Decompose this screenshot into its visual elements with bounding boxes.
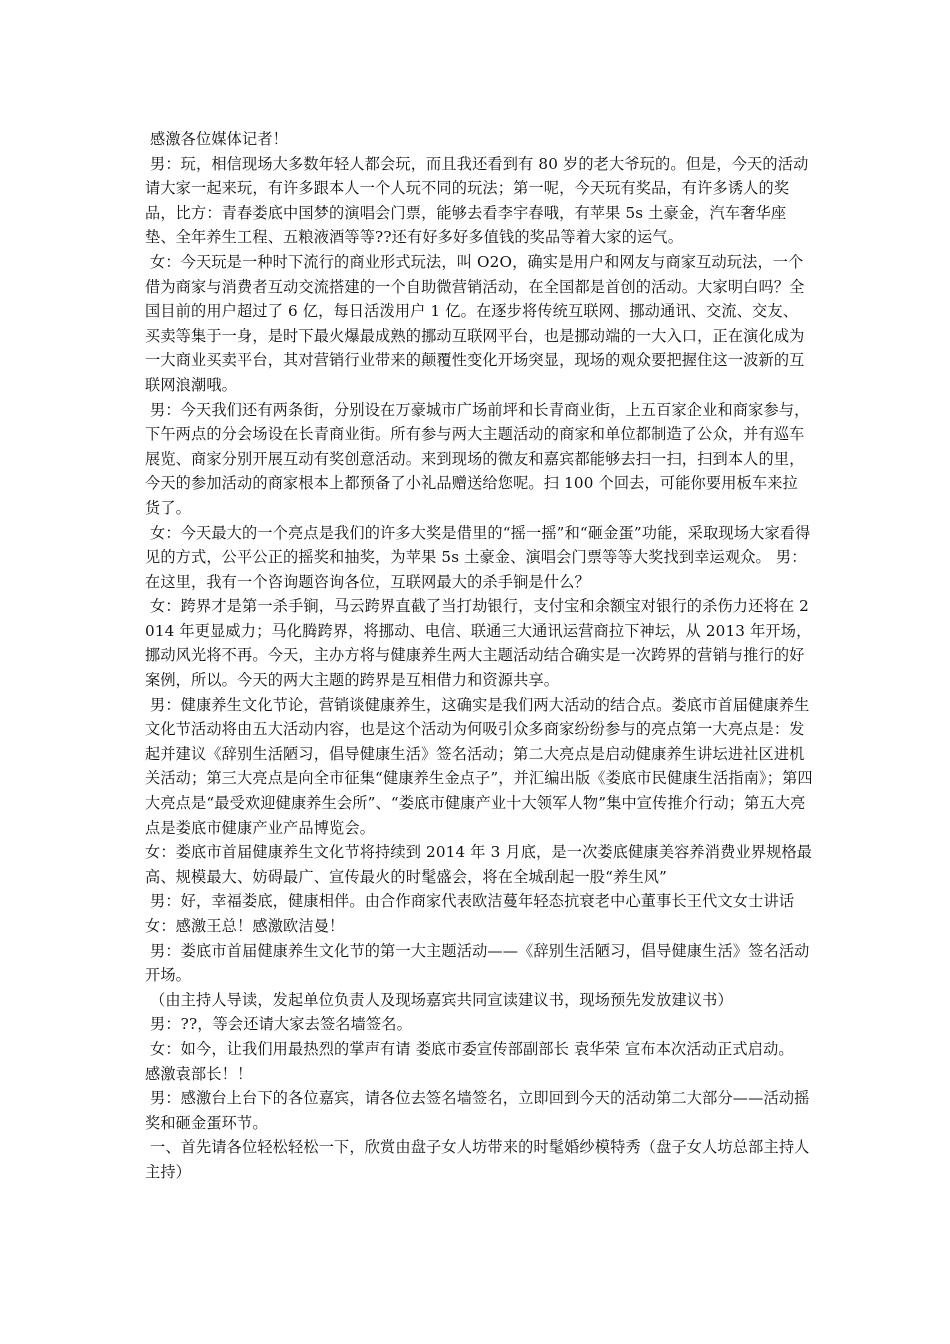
paragraph-female-festival-duration: 女：娄底市首届健康养生文化节将持续到 2014 年 3 月底，是一次娄底健康美容养消费业界规格最高、规模最大、妨碍最广、宣传最火的时髦盛会，将在全城刮起一股“养生风” (145, 843, 813, 886)
paragraph-male-speech: 男：好，幸福娄底，健康相伴。由合作商家代表欧洁蔓年轻态抗衰老中心董事长王代文女士讲话 女：感激王总！感激欧洁曼！ (145, 892, 805, 935)
paragraph-fashion-show: 一、首先请各位轻松轻松一下，欣赏由盘子女人坊带来的时髦婚纱模特秀（盘子女人坊总部主持人主持） (145, 1138, 810, 1181)
paragraph-male-health-festival: 男：健康养生文化节论，营销谈健康养生，这确实是我们两大活动的结合点。娄底市首届健康养生文化节活动将由五大活动内容，也是这个活动为何吸引众多商家纷纷参与的亮点第一大亮点是：发起并建议《辞别生活陋习，倡导健康生活》签名活动；第二大亮点是启动健康养生讲坛进社区进机关活动；第三大亮点是向全市征集“健康养生金点子”，并汇编出版《娄底市民健康生活指南》；第四大亮点是“最受欢迎健康养生会所”、“娄底市健康产业十大领军人物”集中宣传推介行动；第五大亮点是娄底市健康产业产品博览会。 (145, 695, 813, 837)
paragraph-male-play: 男：玩，相信现场大多数年轻人都会玩，而且我还看到有 80 岁的老大爷玩的。但是，今天的活动请大家一起来玩，有许多跟本人一个人玩不同的玩法；第一呢，今天玩有奖品，有许多诱人的奖品，比方：青春娄底中国梦的演唱会门票，能够去看李宇春哦，有苹果 5s 土豪金，汽车奢华座垫、全年养生工程、五粮液酒等等??还有好多好多值钱的奖品等着大家的运气。 (145, 154, 809, 247)
paragraph-stage-direction: （由主持人导读，发起单位负责人及现场嘉宾共同宣读建议书，现场预先发放建议书） (145, 990, 733, 1009)
paragraph-male-signing-wall: 男：??，等会还请大家去签名墙签名。 (145, 1015, 412, 1034)
paragraph-male-signing-start: 男：娄底市首届健康养生文化节的第一大主题活动——《辞别生活陋习，倡导健康生活》签名活动开场。 (145, 941, 810, 985)
paragraph-female-highlight: 女：今天最大的一个亮点是我们的许多大奖是借里的“摇一摇”和“砸金蛋”功能，采取现场大家看得见的方式，公平公正的摇奖和抽奖，为苹果 5s 土豪金、演唱会门票等等大奖找到幸运观众。 男：在这里，我有一个咨询题咨询各位，互联网最大的杀手锏是什么？ (145, 523, 811, 591)
paragraph-male-two-streets: 男：今天我们还有两条街，分别设在万豪城市广场前坪和长青商业街，上五百家企业和商家参与，下午两点的分会场设在长青商业街。所有参与两大主题活动的商家和单位都制造了公众，并有巡车展览、商家分别开展互动有奖创意活动。来到现场的微友和嘉宾都能够去扫一扫，扫到本人的里，今天的参加活动的商家根本上都预备了小礼品赠送给您呢。扫 100 个回去，可能你要用板车来拉货了。 (145, 400, 810, 517)
paragraph-male-lottery: 男：感激台上台下的各位嘉宾，请各位去签名墙签名，立即回到今天的活动第二大部分——活动摇奖和砸金蛋环节。 (145, 1089, 810, 1132)
paragraph-female-crossover: 女：跨界才是第一杀手锏，马云跨界直截了当打劫银行，支付宝和余额宝对银行的杀伤力还将在 2014 年更显威力；马化腾跨界，将挪动、电信、联通三大通讯运营商拉下神坛，从 2013 年开场，挪动风光将不再。今天，主办方将与健康养生两大主题活动结合确实是一次跨界的营销与推行的好案例，所以。今天的两大主题的跨界是互相借力和资源共享。 (145, 597, 812, 690)
paragraph-thanks-media: 感激各位媒体记者！ (145, 130, 289, 148)
document-body (145, 127, 813, 1185)
paragraph-female-o2o: 女：今天玩是一种时下流行的商业形式玩法，叫 O2O，确实是用户和网友与商家互动玩法，一个借为商家与消费者互动交流搭建的一个自助微营销活动，在全国都是首创的活动。大家明白吗？全国目前的用户超过了 6 亿，每日活泼用户 1 亿。在逐步将传统互联网、挪动通讯、交流、交友、买卖等集于一身，是时下最火爆最成熟的挪动互联网平台，也是挪动端的一大入口，正在演化成为一大商业买卖平台，其对营销行业带来的颠覆性变化开场突显，现场的观众要把握住这一波新的互联网浪潮哦。 (145, 252, 805, 394)
paragraph-female-launch: 女：如今，让我们用最热烈的掌声有请 娄底市委宣传部副部长 袁华荣 宣布本次活动正式启动。 感激袁部长！！ (145, 1039, 799, 1083)
